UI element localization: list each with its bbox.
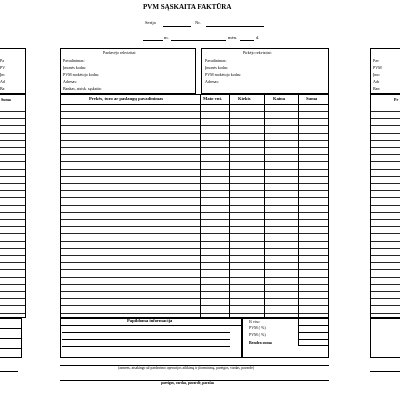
table-row-line	[370, 291, 400, 292]
table-row-line	[370, 161, 400, 162]
table-row-line	[370, 262, 400, 263]
table-row-line	[370, 169, 400, 170]
table-row-line	[0, 118, 26, 119]
table-row-line	[60, 226, 329, 227]
table-row-line	[60, 248, 329, 249]
seller-line: PVM mokėtojo kodas:	[63, 72, 100, 77]
table-row-line	[370, 205, 400, 206]
table-row-line	[370, 111, 400, 112]
table-row-line	[0, 305, 26, 306]
table-row-line	[60, 147, 329, 148]
vat1-label: PVM ( %)	[249, 325, 266, 330]
right-panel-line: Ban	[373, 86, 380, 91]
right-footer-line	[370, 371, 400, 372]
table-row-line	[60, 291, 329, 292]
seller-header: Pardavėjo rekvizitai:	[103, 50, 137, 55]
right-panel-line: PVM	[373, 65, 382, 70]
extra-info-line	[62, 346, 230, 347]
vat2-label: PVM ( %)	[249, 332, 266, 337]
table-row-line	[60, 161, 329, 162]
table-row-line	[60, 183, 329, 184]
footer-caption-2: pareigos, vardas, pavardė, parašas	[161, 381, 215, 385]
left-summary-line	[0, 348, 22, 349]
footer-caption-1: (asmens, atsakingo už pardavimo operacijos atlikimą ir įforminimą, pareigos, vardas, pavardė)	[118, 366, 254, 370]
table-row-line	[370, 226, 400, 227]
col-header-price: Kaina	[273, 96, 285, 101]
items-table-header-line	[60, 104, 329, 105]
table-row-line	[60, 219, 329, 220]
table-row-line	[370, 183, 400, 184]
table-row-line	[0, 190, 26, 191]
table-row-line	[370, 154, 400, 155]
left-summary-line	[0, 338, 22, 339]
year-suffix: m.	[164, 35, 169, 40]
number-label: Nr.	[195, 20, 201, 25]
seller-line: Pavadinimas:	[63, 58, 85, 63]
table-row-line	[0, 161, 26, 162]
total-label: Iš viso	[249, 319, 260, 324]
table-row-line	[60, 233, 329, 234]
table-row-line	[60, 269, 329, 270]
table-row-line	[60, 133, 329, 134]
table-row-line	[60, 305, 329, 306]
table-row-line	[370, 140, 400, 141]
extra-info-line	[62, 339, 230, 340]
left-panel-line: Įm	[0, 72, 5, 77]
left-panel-line: Ba	[0, 86, 5, 91]
table-row-line	[60, 284, 329, 285]
table-row-line	[60, 154, 329, 155]
buyer-line: PVM mokėtojo kodas:	[205, 72, 242, 77]
table-row-line	[0, 241, 26, 242]
left-summary-line	[0, 328, 22, 329]
table-row-line	[370, 305, 400, 306]
table-row-line	[60, 262, 329, 263]
left-panel-line: PV	[0, 65, 6, 70]
table-row-line	[60, 125, 329, 126]
table-row-line	[370, 241, 400, 242]
extra-info-line	[62, 332, 230, 333]
table-row-line	[370, 197, 400, 198]
table-row-line	[60, 190, 329, 191]
table-row-line	[370, 269, 400, 270]
table-row-line	[0, 298, 26, 299]
left-footer-line	[0, 371, 18, 372]
table-row-line	[0, 133, 26, 134]
invoice-title: PVM SĄSKAITA FAKTŪRA	[143, 3, 232, 11]
buyer-header: Pirkėjo rekvizitai:	[243, 50, 272, 55]
table-row-line	[0, 183, 26, 184]
table-row-line	[370, 118, 400, 119]
table-row-line	[0, 277, 26, 278]
extra-info-header-line	[60, 325, 242, 326]
table-row-line	[370, 284, 400, 285]
table-row-line	[0, 226, 26, 227]
table-row-line	[370, 313, 400, 314]
table-row-line	[0, 233, 26, 234]
table-row-line	[370, 190, 400, 191]
table-row-line	[370, 125, 400, 126]
month-suffix: mėn.	[228, 35, 238, 40]
table-row-line	[60, 241, 329, 242]
day-suffix: d.	[256, 35, 260, 40]
table-row-line	[60, 176, 329, 177]
series-field[interactable]	[163, 26, 191, 27]
table-row-line	[0, 176, 26, 177]
buyer-line: Adresas:	[205, 79, 219, 84]
table-row-line	[60, 140, 329, 141]
table-row-line	[0, 147, 26, 148]
table-row-line	[370, 133, 400, 134]
table-row-line	[0, 205, 26, 206]
table-row-line	[0, 269, 26, 270]
table-row-line	[0, 111, 26, 112]
table-row-line	[0, 255, 26, 256]
table-row-line	[0, 154, 26, 155]
right-panel-line: Adr	[373, 79, 380, 84]
series-label: Serija	[145, 20, 156, 25]
table-row-line	[60, 205, 329, 206]
table-row-line	[370, 147, 400, 148]
buyer-line: Pavadinimas:	[205, 58, 227, 63]
table-row-line	[370, 277, 400, 278]
table-row-line	[0, 291, 26, 292]
table-row-line	[60, 255, 329, 256]
seller-line: Adresas:	[63, 79, 77, 84]
table-row-line	[370, 255, 400, 256]
table-row-line	[370, 212, 400, 213]
table-row-line	[0, 169, 26, 170]
table-row-line	[0, 125, 26, 126]
right-panel-line: Įmo	[373, 72, 380, 77]
table-row-line	[0, 313, 26, 314]
left-panel-line: Pa	[0, 58, 4, 63]
seller-line: Bankas, atsisk. sąskaita:	[63, 86, 102, 91]
month-field[interactable]	[171, 40, 226, 41]
day-field[interactable]	[240, 40, 254, 41]
left-panel-header: Suma	[1, 97, 11, 102]
totals-value-line	[298, 325, 329, 326]
left-panel-line: Ad	[0, 79, 5, 84]
table-row-line	[0, 140, 26, 141]
year-field[interactable]	[143, 40, 163, 41]
grand-total-label: Bendra suma	[249, 340, 272, 345]
table-row-line	[370, 176, 400, 177]
table-row-line	[60, 298, 329, 299]
table-row-line	[60, 197, 329, 198]
table-row-line	[0, 284, 26, 285]
table-row-line	[0, 197, 26, 198]
right-panel-line: Pav	[373, 58, 379, 63]
extra-info-box[interactable]	[60, 318, 242, 358]
col-header-name: Prekės, turo ar paslaugų pavadinimas	[89, 96, 164, 101]
extra-info-label: Papildoma informacija	[127, 318, 173, 323]
table-row-line	[0, 212, 26, 213]
table-row-line	[0, 219, 26, 220]
table-row-line	[370, 219, 400, 220]
right-panel-summary	[370, 318, 400, 358]
table-row-line	[370, 233, 400, 234]
table-row-line	[370, 248, 400, 249]
table-row-line	[60, 212, 329, 213]
table-row-line	[60, 111, 329, 112]
table-row-line	[60, 277, 329, 278]
number-field[interactable]	[206, 26, 264, 27]
col-header-unit: Mato vnt.	[203, 96, 223, 101]
seller-line: Įmonės kodas:	[63, 65, 87, 70]
table-row-line	[0, 262, 26, 263]
col-header-sum: Suma	[306, 96, 318, 101]
right-panel-header: Pr	[394, 97, 399, 102]
table-row-line	[60, 313, 329, 314]
table-row-line	[370, 298, 400, 299]
table-row-line	[60, 118, 329, 119]
table-row-line	[60, 169, 329, 170]
table-row-line	[0, 248, 26, 249]
col-header-qty: Kiekis	[238, 96, 251, 101]
buyer-line: Įmonės kodas:	[205, 65, 229, 70]
totals-value-line	[298, 332, 329, 333]
totals-value-line	[298, 339, 329, 340]
